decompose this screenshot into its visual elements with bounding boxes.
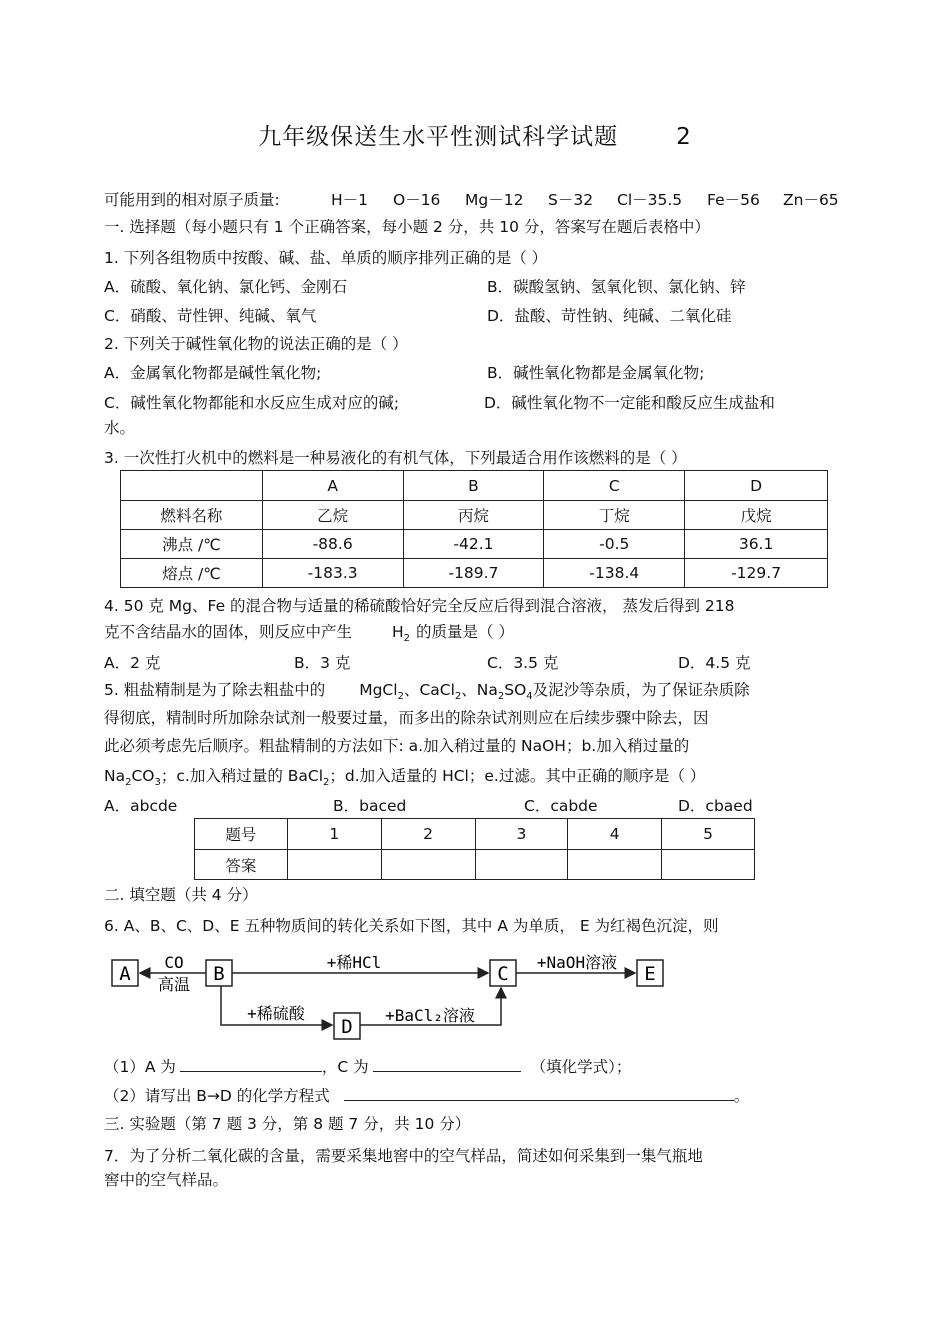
label-naoh-solution: +NaOH溶液 xyxy=(536,953,618,972)
table-row xyxy=(121,501,828,530)
q2-option-c: C．碱性氧化物都能和水反应生成对应的碱; xyxy=(104,394,400,412)
label-co: CO xyxy=(164,953,184,972)
q5-so: SO xyxy=(504,681,527,699)
q5-subscript: 2 xyxy=(497,691,505,703)
table-cell: 2 xyxy=(381,819,475,850)
table-row xyxy=(121,530,828,559)
q4-option-d: D．4.5 克 xyxy=(678,654,751,672)
answer-cell-5[interactable] xyxy=(662,850,755,880)
q6-part1 xyxy=(104,1056,631,1077)
q4-option-c: C．3.5 克 xyxy=(487,654,559,672)
table-cell: 乙烷 xyxy=(262,501,403,530)
node-a: A xyxy=(119,963,131,985)
q5-co: CO xyxy=(131,767,155,785)
atomic-mass-o: O－16 xyxy=(393,191,441,209)
answer-cell-4[interactable] xyxy=(568,850,662,880)
q5-line1 xyxy=(104,680,750,707)
section3-header: 三. 实验题（第 7 题 3 分，第 8 题 7 分，共 10 分） xyxy=(104,1115,471,1133)
q5-option-b: B．baced xyxy=(333,797,407,815)
table-cell: -0.5 xyxy=(544,530,685,559)
answer-blank-c[interactable] xyxy=(373,1056,521,1072)
label-dilute-hcl: +稀HCl xyxy=(326,953,382,972)
q7-line2: 窖中的空气样品。 xyxy=(104,1171,229,1189)
answer-blank-a[interactable] xyxy=(180,1056,322,1072)
table-cell: 答案 xyxy=(195,850,288,880)
table-cell: 题号 xyxy=(195,819,288,850)
q5-option-c: C．cabde xyxy=(524,797,598,815)
atomic-mass-s: S－32 xyxy=(548,191,594,209)
answer-cell-1[interactable] xyxy=(287,850,381,880)
label-dilute-sulfuric: +稀硫酸 xyxy=(247,1004,305,1023)
table-cell: 36.1 xyxy=(685,530,828,559)
q6-stem: 6. A、B、C、D、E 五种物质间的转化关系如下图，其中 A 为单质， E 为红褐色沉淀，则 xyxy=(104,917,719,935)
table-cell: 4 xyxy=(568,819,662,850)
table-cell: -42.1 xyxy=(403,530,544,559)
q5-text-end: ；d.加入适量的 HCl；e.过滤。其中正确的顺序是（ ） xyxy=(329,767,706,785)
table-row xyxy=(195,850,755,880)
section2-header: 二. 填空题（共 4 分） xyxy=(104,886,258,904)
table-cell: 丙烷 xyxy=(403,501,544,530)
table-cell: -138.4 xyxy=(544,559,685,588)
table-cell: 沸点 /℃ xyxy=(121,530,263,559)
fuel-table xyxy=(120,470,828,588)
node-e: E xyxy=(644,963,656,985)
table-cell: 3 xyxy=(475,819,568,850)
q4-formula-h: H xyxy=(392,623,404,641)
title-number: 2 xyxy=(676,124,692,150)
atomic-mass-zn: Zn－65 xyxy=(783,191,839,209)
answer-table xyxy=(194,818,755,880)
q5-subscript: 2 xyxy=(323,777,330,789)
q5-line4 xyxy=(104,766,705,793)
q6-part1-end: （填化学式）； xyxy=(530,1058,632,1076)
atomic-mass-label: 可能用到的相对原子质量: xyxy=(104,191,280,209)
node-b: B xyxy=(213,963,225,985)
q5-text: 5. 粗盐精制是为了除去粗盐中的 xyxy=(104,681,326,699)
q5-line3: 此必须考虑先后顺序。粗盐精制的方法如下: a.加入稍过量的 NaOH；b.加入稍过量的 xyxy=(104,737,690,755)
page-title xyxy=(0,118,950,151)
label-high-temp: 高温 xyxy=(157,975,191,994)
title-text: 九年级保送生水平性测试科学试题 xyxy=(258,124,619,150)
q4-line1: 4. 50 克 Mg、Fe 的混合物与适量的稀硫酸恰好完全反应后得到混合溶液， 蒸发后得到 218 xyxy=(104,597,735,615)
q5-na2: Na xyxy=(104,767,126,785)
q6-part2 xyxy=(104,1085,749,1106)
table-row xyxy=(121,559,828,588)
table-cell: -189.7 xyxy=(403,559,544,588)
q2-option-d-cont: 水。 xyxy=(104,419,136,437)
answer-blank-equation[interactable] xyxy=(344,1085,734,1101)
q1-option-d: D．盐酸、苛性钠、纯碱、二氧化硅 xyxy=(487,307,732,325)
q2-option-d: D．碱性氧化物不一定能和酸反应生成盐和 xyxy=(484,394,775,412)
q5-cacl: 、CaCl xyxy=(403,681,455,699)
atomic-mass-fe: Fe－56 xyxy=(707,191,760,209)
node-d: D xyxy=(341,1016,353,1038)
atomic-mass-cl: Cl－35.5 xyxy=(617,191,683,209)
section1-header: 一. 选择题（每小题只有 1 个正确答案，每小题 2 分，共 10 分，答案写在题后表格中） xyxy=(104,218,710,236)
reaction-diagram xyxy=(104,950,674,1050)
q3-stem: 3. 一次性打火机中的燃料是一种易液化的有机气体，下列最适合用作该燃料的是（ ） xyxy=(104,449,687,467)
q5-subscript: 4 xyxy=(526,691,533,703)
table-row xyxy=(121,471,828,501)
q5-option-d: D．cbaed xyxy=(678,797,753,815)
q5-subscript: 2 xyxy=(454,691,462,703)
q1-option-b: B．碳酸氢钠、氢氧化钡、氯化钠、锌 xyxy=(487,278,746,296)
q4-text-end: 的质量是（ ） xyxy=(416,623,514,641)
table-cell xyxy=(121,471,263,501)
q2-option-a: A．金属氧化物都是碱性氧化物; xyxy=(104,364,322,382)
table-cell: 燃料名称 xyxy=(121,501,263,530)
q5-line2: 得彻底，精制时所加除杂试剂一般要过量，而多出的除杂试剂则应在后续步骤中除去，因 xyxy=(104,709,709,727)
q5-subscript: 2 xyxy=(397,691,404,703)
table-cell: -129.7 xyxy=(685,559,828,588)
q4-text: 克不含结晶水的固体，则反应中产生 xyxy=(104,623,353,641)
table-cell: 丁烷 xyxy=(544,501,685,530)
q6-part1-mid: ，C 为 xyxy=(321,1058,369,1076)
q4-option-b: B．3 克 xyxy=(294,654,351,672)
table-cell: C xyxy=(544,471,685,501)
q5-subscript: 3 xyxy=(154,777,161,789)
table-cell: A xyxy=(262,471,403,501)
q1-option-c: C．硝酸、苛性钾、纯碱、氧气 xyxy=(104,307,317,325)
q4-subscript: 2 xyxy=(403,633,411,645)
q5-mgcl: MgCl xyxy=(359,681,398,699)
node-c: C xyxy=(497,963,509,985)
answer-cell-3[interactable] xyxy=(475,850,568,880)
q2-stem: 2. 下列关于碱性氧化物的说法正确的是（ ） xyxy=(104,335,408,353)
q6-part1-label: （1）A 为 xyxy=(104,1058,176,1076)
atomic-mass-mg: Mg－12 xyxy=(465,191,524,209)
q5-option-a: A．abcde xyxy=(104,797,178,815)
table-cell: 熔点 /℃ xyxy=(121,559,263,588)
q1-stem: 1. 下列各组物质中按酸、碱、盐、单质的顺序排列正确的是（ ） xyxy=(104,249,548,267)
table-cell: 5 xyxy=(662,819,755,850)
table-cell: 戊烷 xyxy=(685,501,828,530)
atomic-mass-h: H－1 xyxy=(331,191,369,209)
q5-na: 、Na xyxy=(461,681,498,699)
table-cell: -88.6 xyxy=(262,530,403,559)
q7-line1: 7．为了分析二氧化碳的含量，需要采集地窖中的空气样品，简述如何采集到一集气瓶地 xyxy=(104,1147,703,1165)
table-cell: B xyxy=(403,471,544,501)
label-bacl2-solution: +BaCl₂溶液 xyxy=(385,1006,475,1025)
table-cell: 1 xyxy=(287,819,381,850)
q4-option-a: A．2 克 xyxy=(104,654,161,672)
table-cell: D xyxy=(685,471,828,501)
q5-bacl: ；c.加入稍过量的 BaCl xyxy=(160,767,324,785)
table-row xyxy=(195,819,755,850)
q6-part2-label: （2）请写出 B→D 的化学方程式 xyxy=(104,1087,330,1105)
q5-subscript: 2 xyxy=(125,777,132,789)
q6-part2-end: 。 xyxy=(733,1087,750,1105)
q4-line2 xyxy=(104,622,514,649)
q2-option-b: B．碱性氧化物都是金属氧化物; xyxy=(487,364,705,382)
q1-option-a: A．硫酸、氧化钠、氯化钙、金刚石 xyxy=(104,278,348,296)
q5-text-end: 及泥沙等杂质，为了保证杂质除 xyxy=(532,681,750,699)
table-cell: -183.3 xyxy=(262,559,403,588)
answer-cell-2[interactable] xyxy=(381,850,475,880)
